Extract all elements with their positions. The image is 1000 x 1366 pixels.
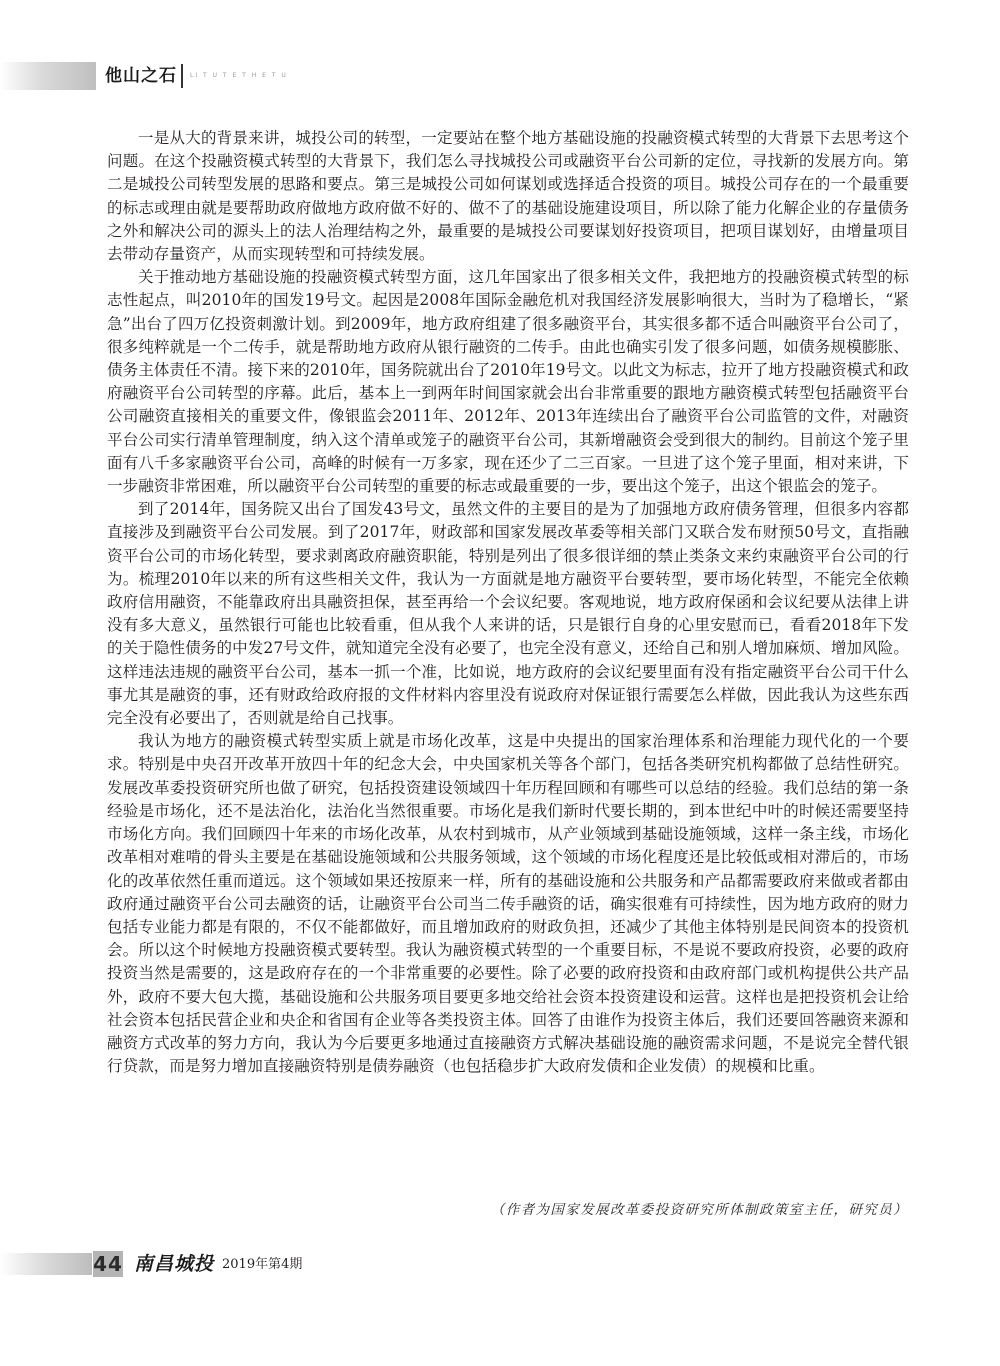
paragraph: 一是从大的背景来讲，城投公司的转型，一定要站在整个地方基础设施的投融资模式转型的大背景下去思考这个问题。在这个投融资模式转型的大背景下，我们怎么寻找城投公司或融资平台公司新的定位，寻找新的发展方向。第二是城投公司转型发展的思路和要点。第三是城投公司如何谋划或选择适合投资的项目。城投公司存在的一个最重要的标志或理由就是要帮助政府做地方政府做不好的、做不了的基础设施建设项目，所以除了能力化解企业的存量债务之外和解决公司的源头上的法人治理结构之外，最重要的是城投公司要谋划好投资项目，把项目谋划好，由增量项目去带动存量资产，从而实现转型和可持续发展。 bbox=[107, 129, 909, 264]
paragraph: 我认为地方的融资模式转型实质上就是市场化改革，这是中央提出的国家治理体系和治理能力现代化的一个要求。特别是中央召开改革开放四十年的纪念大会，中央国家机关等各个部门，包括各类研究机构都做了总结性研究。发展改革委投资研究所也做了研究，包括投资建设领域四十年历程回顾和有哪些可以总结的经验。我们总结的第一条经验是市场化，还不是法治化，法治化当然很重要。市场化是我们新时代要长期的，到本世纪中叶的时候还需要坚持市场化方向。我们回顾四十年来的市场化改革，从农村到城市，从产业领域到基础设施领域，这样一条主线，市场化改革相对难啃的骨头主要是在基础设施领域和公共服务领域，这个领域的市场化程度还是比较低或相对滞后的，市场化的改革依然任重而道远。这个领域如果还按原来一样，所有的基础设施和公共服务和产品都需要政府来做或者都由政府通过融资平台公司去融资的话，让融资平台公司当二传手融资的话，确实很难有可持续性，因为地方政府的财力包括专业能力都是有限的，不仅不能都做好，而且增加政府的财政负担，还减少了其他主体特别是民间资本的投资机会。所以这个时候地方投融资模式要转型。我认为融资模式转型的一个重要目标，不是说不要政府投资，必要的政府投资当然是需要的，这是政府存在的一个非常重要的必要性。除了必要的政府投资和由政府部门或机构提供公共产品外，政府不要大包大揽，基础设施和公共服务项目要更多地交给社会资本投资建设和运营。这样也是把投资机会让给社会资本包括民营企业和央企和省国有企业等各类投资主体。回答了由谁作为投资主体后，我们还要回答融资来源和融资方式改革的努力方向，我认为今后要更多地通过直接融资方式解决基础设施的融资需求问题，不是说完全替代银行贷款，而是努力增加直接融资特别是债券融资（也包括稳步扩大政府发债和企业发债）的规模和比重。 bbox=[107, 732, 909, 1076]
paragraph: 关于推动地方基础设施的投融资模式转型方面，这几年国家出了很多相关文件，我把地方的投融资模式转型的标志性起点，叫2010年的国发19号文。起因是2008年国际金融危机对我国经济发展影响很大，当时为了稳增长，“紧急”出台了四万亿投资刺激计划。到2009年，地方政府组建了很多融资平台，其实很多都不适合叫融资平台公司了，很多纯粹就是一个二传手，就是帮助地方政府从银行融资的二传手。由此也确实引发了很多问题，如债务规模膨胀、债务主体责任不清。接下来的2010年，国务院就出台了2010年19号文。以此文为标志，拉开了地方投融资模式和政府融资平台公司转型的序幕。此后，基本上一到两年时间国家就会出台非常重要的跟地方融资模式转型包括融资平台公司融资直接相关的重要文件，像银监会2011年、2012年、2013年连续出台了融资平台公司监管的文件，对融资平台公司实行清单管理制度，纳入这个清单或笼子的融资平台公司，其新增融资会受到很大的制约。目前这个笼子里面有八千多家融资平台公司，高峰的时候有一万多家，现在还少了二三百家。一旦进了这个笼子里面，相对来讲，下一步融资非常困难，所以融资平台公司转型的重要的标志或最重要的一步，要出这个笼子，出这个银监会的笼子。 bbox=[107, 268, 909, 496]
footer-gradient-band bbox=[0, 1253, 92, 1275]
section-title: 他山之石 bbox=[105, 66, 177, 86]
section-subtitle: LI T U T E T H E T U bbox=[190, 72, 288, 79]
header-gradient-band bbox=[0, 62, 96, 90]
page-number: 44 bbox=[93, 1252, 123, 1276]
article-body bbox=[107, 127, 909, 1078]
section-divider bbox=[181, 64, 183, 88]
magazine-name: 南昌城投 bbox=[134, 1253, 215, 1275]
author-note: （作者为国家发展改革委投资研究所体制政策室主任，研究员） bbox=[490, 1202, 908, 1218]
paragraph: 到了2014年，国务院又出台了国发43号文，虽然文件的主要目的是为了加强地方政府债务管理，但很多内容都直接涉及到融资平台公司发展。到了2017年，财政部和国家发展改革委等相关部门又联合发布财预50号文，直指融资平台公司的市场化转型，要求剥离政府融资职能，特别是列出了很多很详细的禁止类条文来约束融资平台公司的行为。梳理2010年以来的所有这些相关文件，我认为一方面就是地方融资平台要转型，要市场化转型，不能完全依赖政府信用融资，不能靠政府出具融资担保，甚至再给一个会议纪要。客观地说，地方政府保函和会议纪要从法律上讲没有多大意义，虽然银行可能也比较看重，但从我个人来讲的话，只是银行自身的心里安慰而已，看看2018年下发的关于隐性债务的中发27号文件，就知道完全没有必要了，也完全没有意义，还给自己和别人增加麻烦、增加风险。这样违法违规的融资平台公司，基本一抓一个准，比如说，地方政府的会议纪要里面有没有指定融资平台公司干什么事尤其是融资的事，还有财政给政府报的文件材料内容里没有说政府对保证银行需要怎么样做，因此我认为这些东西完全没有必要出了，否则就是给自己找事。 bbox=[107, 500, 909, 728]
issue-label: 2019年第4期 bbox=[222, 1257, 303, 1272]
